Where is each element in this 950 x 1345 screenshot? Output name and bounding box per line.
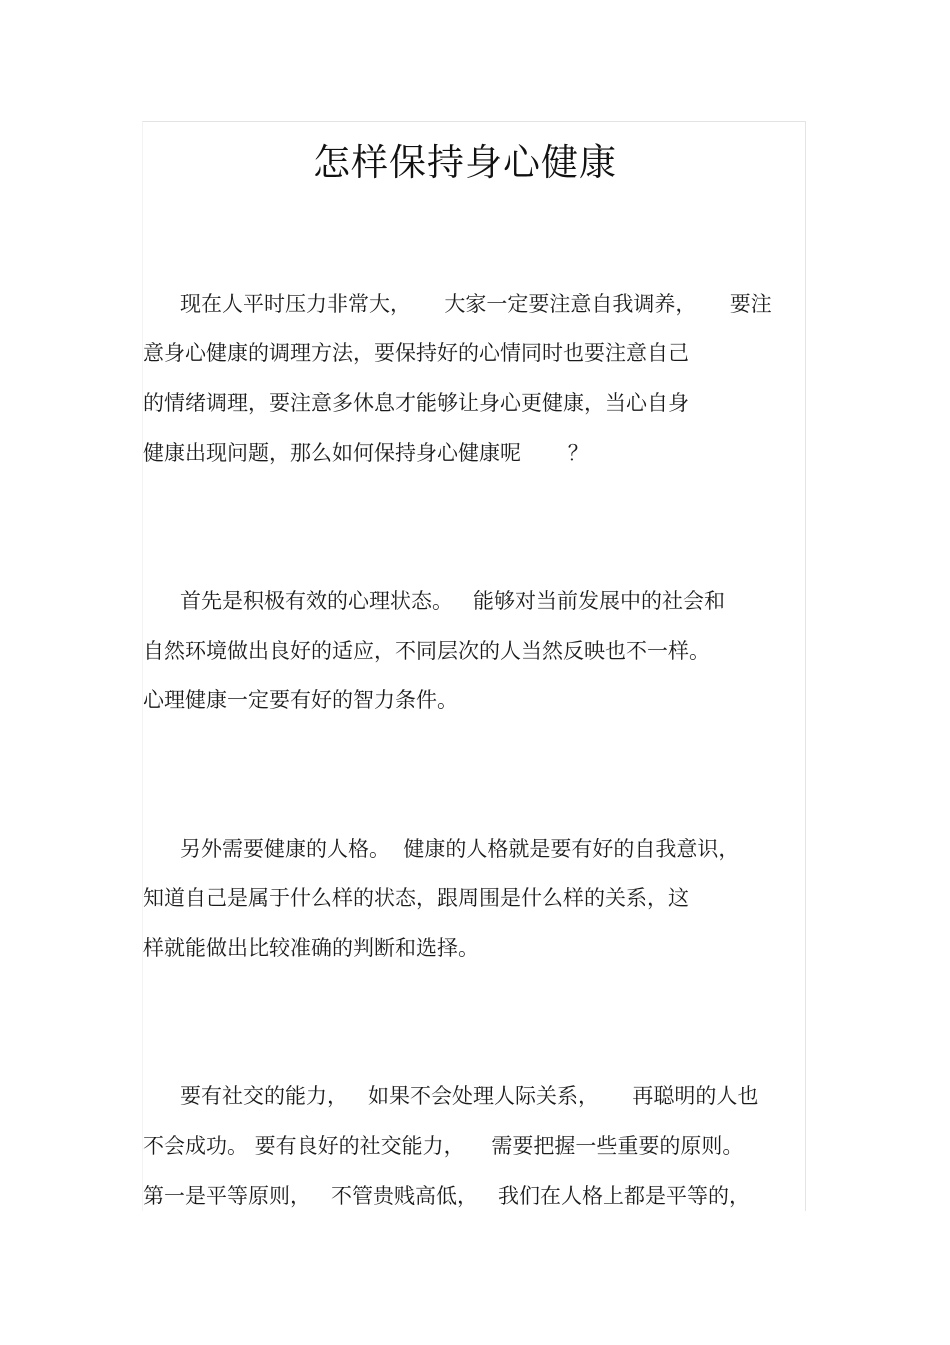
paragraph-2-line-2: 自然环境做出良好的适应，不同层次的人当然反映也不一样。 bbox=[143, 639, 710, 663]
paragraph-1-line-3: 的情绪调理，要注意多休息才能够让身心更健康，当心自身 bbox=[143, 391, 689, 415]
paragraph-4-line-1: 要有社交的能力， 如果不会处理人际关系， 再聪明的人也 bbox=[180, 1084, 759, 1108]
paragraph-1-line-4: 健康出现问题，那么如何保持身心健康呢 ？ bbox=[143, 441, 589, 465]
paragraph-1-line-1: 现在人平时压力非常大， 大家一定要注意自我调养， 要注 bbox=[180, 292, 772, 316]
paragraph-4-line-3: 第一是平等原则， 不管贵贱高低， 我们在人格上都是平等的， bbox=[143, 1184, 751, 1208]
paragraph-2-line-1: 首先是积极有效的心理状态。 能够对当前发展中的社会和 bbox=[180, 589, 726, 613]
paragraph-2-line-3: 心理健康一定要有好的智力条件。 bbox=[143, 688, 458, 712]
paragraph-3-line-3: 样就能做出比较准确的判断和选择。 bbox=[143, 936, 479, 960]
paragraph-4-line-2: 不会成功。 要有良好的社交能力， 需要把握一些重要的原则。 bbox=[143, 1134, 744, 1158]
document-title: 怎样保持身心健康 bbox=[313, 141, 617, 184]
paragraph-3-line-2: 知道自己是属于什么样的状态，跟周围是什么样的关系，这 bbox=[143, 886, 689, 910]
paragraph-1-line-2: 意身心健康的调理方法，要保持好的心情同时也要注意自己 bbox=[143, 341, 689, 365]
paragraph-3-line-1: 另外需要健康的人格。 健康的人格就是要有好的自我意识， bbox=[180, 837, 740, 861]
page-frame bbox=[142, 121, 806, 1211]
